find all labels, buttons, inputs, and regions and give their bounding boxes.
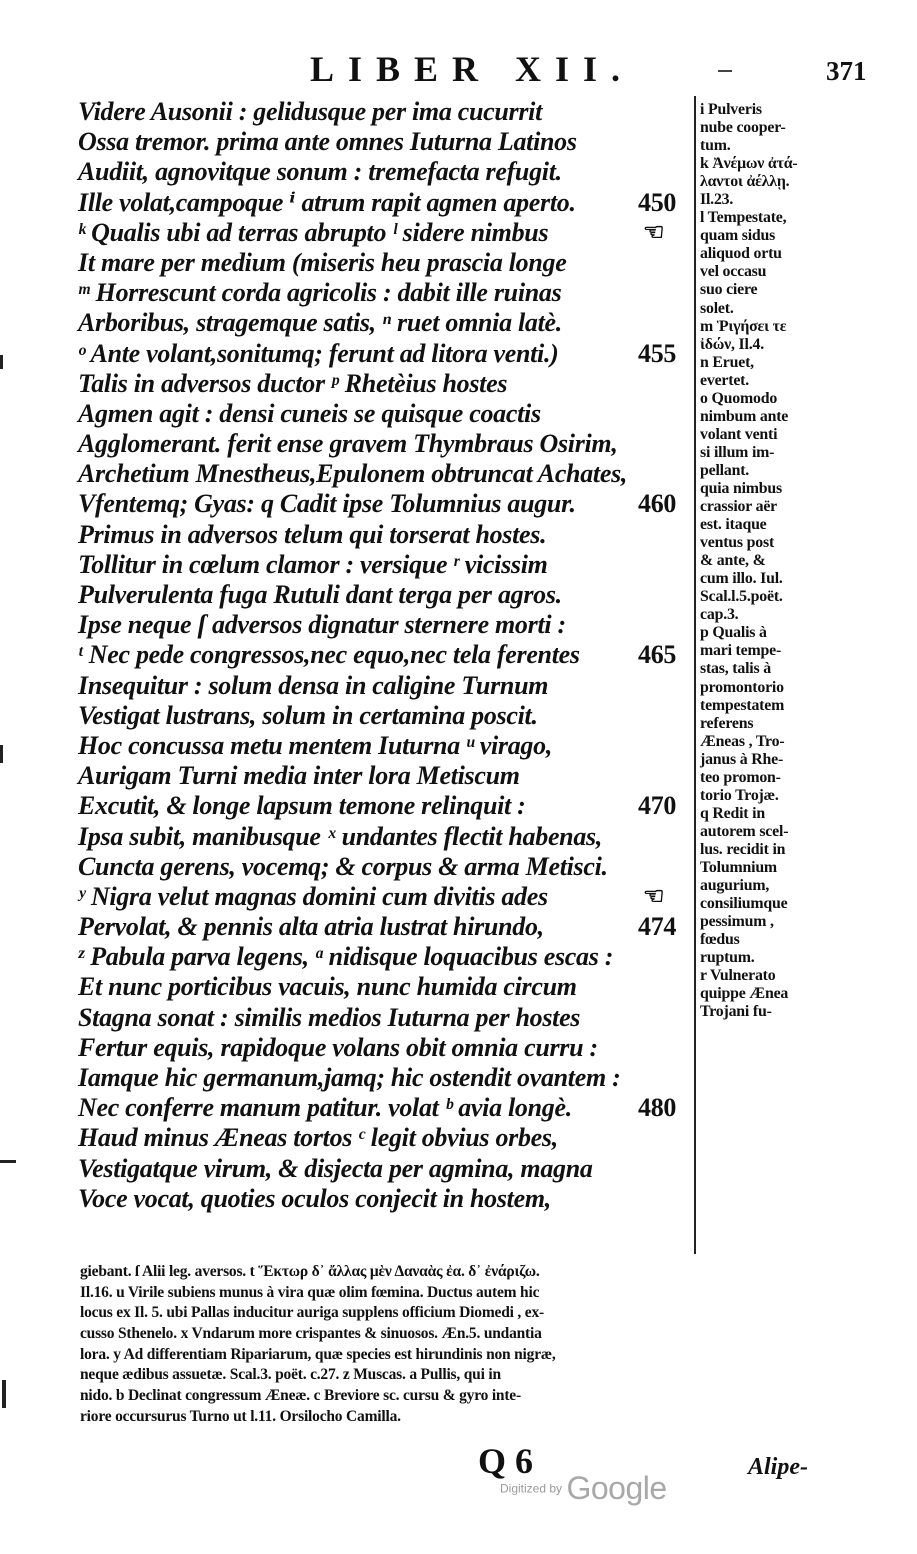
- verse-line: [78, 127, 698, 157]
- marginal-note-line: pellant.: [700, 461, 750, 479]
- marginal-note-line: nube cooper-: [700, 119, 786, 137]
- line-number: 465: [638, 640, 677, 670]
- scan-edge-mark: [0, 355, 3, 369]
- marginal-note-line: mari tempe-: [700, 642, 782, 660]
- verse-text: Audiit, agnovitque sonum : tremefacta refugit.: [78, 157, 562, 187]
- verse-text: Primus in adversos telum qui torserat hostes.: [78, 519, 547, 549]
- verse-line: [78, 1154, 698, 1184]
- marginal-note-line: i Pulveris: [700, 101, 762, 118]
- marginal-note-line: volant venti: [700, 425, 778, 443]
- marginal-note-line: ventus post: [700, 534, 775, 552]
- verse-line: [78, 1093, 698, 1123]
- verse-text: Ipsa subit, manibusque ˣ undantes flectit habenas,: [78, 821, 603, 851]
- verse-text: Iamque hic germanum,jamq; hic ostendit ovantem :: [78, 1063, 621, 1092]
- marginal-note-line: tum.: [700, 137, 731, 155]
- verse-line: [78, 489, 698, 519]
- footnotes: [80, 1262, 910, 1428]
- marginal-note-line: n Eruet,: [700, 353, 754, 371]
- marginal-note-line: teo promon-: [700, 768, 781, 786]
- verse-text: Vestigat lustrans, solum in certamina poscit.: [78, 700, 538, 730]
- marginal-note-line: vel occasu: [700, 263, 767, 281]
- marginal-note-line: stas, talis à: [700, 660, 771, 678]
- verse-line: [78, 852, 698, 882]
- verse-line: [78, 791, 698, 821]
- verse-text: Ossa tremor. prima ante omnes Iuturna Latinos: [78, 127, 577, 157]
- marginal-note-line: suo ciere: [700, 281, 758, 299]
- marginal-note-line: Tolumnium: [700, 858, 777, 876]
- line-number: 474: [638, 912, 677, 942]
- verse-text: Fertur equis, rapidoque volans obit omnia curru :: [78, 1032, 598, 1062]
- verse-line: [78, 761, 698, 791]
- verse-line: [78, 580, 698, 610]
- verse-line: [78, 339, 698, 369]
- marginal-note-line: augurium,: [700, 877, 770, 895]
- verse-line: [78, 912, 698, 942]
- verse-text: Videre Ausonii : gelidusque per ima cucurrit: [78, 97, 543, 126]
- verse-text: Nec conferre manum patitur. volat ᵇ avia longè.: [78, 1093, 572, 1123]
- verse-line: [78, 97, 698, 127]
- line-number: 480: [638, 1093, 677, 1123]
- verse-text: Voce vocat, quoties oculos conjecit in hostem,: [78, 1183, 551, 1213]
- marginal-note-line: janus à Rhe-: [700, 750, 784, 768]
- footnote-line: Il.16. u Virile subiens munus à vira quæ olim fœmina. Ductus autem hic: [80, 1283, 540, 1301]
- verse-line: [78, 882, 698, 912]
- marginal-note-line: aliquod ortu: [700, 245, 782, 263]
- marginal-note-line: Scal.l.5.poët.: [700, 588, 783, 606]
- verse-text: Vestigatque virum, & disjecta per agmina, magna: [78, 1153, 593, 1183]
- verse-line: [78, 731, 698, 761]
- verse-text: ᵒ Ante volant,sonitumq; ferunt ad litora venti.): [78, 338, 559, 368]
- verse-text: ᶻ Pabula parva legens, ᵃ nidisque loquacibus escas :: [78, 942, 614, 972]
- verse-text: Tollitur in cœlum clamor : versique ʳ vicissim: [78, 549, 548, 579]
- footnote-line: nido. b Declinat congressum Æneæ. c Breviore sc. cursu & gyro inte-: [80, 1387, 521, 1405]
- verse-line: [78, 701, 698, 731]
- marginal-note-line: λαντοι ἀέλλῃ.: [700, 173, 790, 191]
- verse-text: Pulverulenta fuga Rutuli dant terga per agros.: [78, 580, 562, 609]
- marginal-note-line: o Quomodo: [700, 389, 778, 407]
- marginal-note-line: ruptum.: [700, 949, 755, 967]
- verse-line: [78, 157, 698, 187]
- google-logo: Google: [566, 1470, 667, 1506]
- verse-line: [78, 399, 698, 429]
- pointing-hand-icon: ☜: [643, 219, 665, 246]
- marginal-note-line: referens: [700, 714, 754, 732]
- line-number: 450: [638, 187, 677, 217]
- marginal-note-line: nimbum ante: [700, 407, 789, 425]
- footnote-line: giebant. ſ Alii leg. aversos. t Ἕκτωρ δ᾽ ἄλλας μὲν Δαναὰς ἐα. δ᾽ ἐνάριζω.: [80, 1263, 540, 1280]
- verse-line: [78, 972, 698, 1002]
- scan-edge-mark: [0, 745, 3, 763]
- marginal-note-line: quia nimbus: [700, 479, 783, 497]
- marginal-note-line: cap.3.: [700, 606, 739, 624]
- marginal-note-line: Æneas , Tro-: [700, 732, 785, 750]
- verse-text: Cuncta gerens, vocemq; & corpus & arma Metisci.: [78, 851, 608, 881]
- pointing-hand-icon: ☜: [643, 883, 665, 910]
- verse-line: [78, 942, 698, 972]
- verse-line: [78, 278, 698, 308]
- column-rule: [694, 96, 696, 1254]
- verse-text: Hoc concussa metu mentem Iuturna ᵘ virago,: [78, 730, 553, 760]
- verse-line: [78, 1033, 698, 1063]
- verse-text: ᵐ Horrescunt corda agricolis : dabit ille ruinas: [78, 278, 562, 308]
- verse-line: [78, 520, 698, 550]
- marginal-note-line: k Ἀνέμων ἀτά-: [700, 155, 798, 173]
- verse-text: Haud minus Æneas tortos ᶜ legit obvius orbes,: [78, 1123, 558, 1153]
- marginal-note-line: lus. recidit in: [700, 840, 786, 858]
- footnote-line: cusso Sthenelo. x Vndarum more crispantes & sinuosos. Æn.5. undantia: [80, 1325, 542, 1343]
- verse-line: [78, 1063, 698, 1093]
- verse-line: [78, 218, 698, 248]
- verse-text: Et nunc porticibus vacuis, nunc humida circum: [78, 972, 577, 1002]
- marginal-note-line: Trojani fu-: [700, 1003, 772, 1021]
- verse-text: Arboribus, stragemque satis, ⁿ ruet omnia latè.: [78, 308, 562, 338]
- verse-line: [78, 369, 698, 399]
- verse-text: Agmen agit : densi cuneis se quisque coactis: [78, 398, 541, 428]
- marginal-note-line: est. itaque: [700, 516, 767, 534]
- verse-text: Excutit, & longe lapsum temone relinquit :: [78, 791, 526, 821]
- scan-edge-mark: [2, 1380, 6, 1408]
- marginal-note-line: tempestatem: [700, 696, 785, 714]
- marginal-note-line: Il.23.: [700, 191, 734, 209]
- marginal-note-line: l Tempestate,: [700, 209, 787, 227]
- verse-text: Agglomerant. ferit ense gravem Thymbraus Osirim,: [78, 429, 618, 459]
- digitized-watermark: [500, 1470, 667, 1507]
- page-header: [0, 48, 917, 88]
- verse-text: Ipse neque ſ adversos dignatur sternere morti :: [78, 610, 566, 640]
- marginal-note-line: m Ῥιγήσει τε: [700, 317, 787, 335]
- verse-line: [78, 550, 698, 580]
- marginal-note-line: consiliumque: [700, 895, 788, 913]
- verse-text: Insequitur : solum densa in caligine Turnum: [78, 670, 549, 700]
- line-number: 460: [638, 489, 677, 519]
- header-dash: [718, 70, 732, 72]
- marginal-note-line: solet.: [700, 299, 734, 317]
- marginal-note-line: quam sidus: [700, 227, 776, 245]
- verse-text: Talis in adversos ductor ᵖ Rhetèius hostes: [78, 368, 508, 398]
- verse-line: [78, 429, 698, 459]
- verse-text: ʸ Nigra velut magnas domini cum divitis ades: [78, 881, 548, 911]
- verse-line: [78, 1184, 698, 1214]
- marginal-note-line: & ante, &: [700, 552, 766, 570]
- footnote-line: neque ædibus assuetæ. Scal.3. poët. c.27. z Muscas. a Pullis, qui in: [80, 1366, 501, 1384]
- footnote-line: riore occursurus Turno ut l.11. Orsilocho Camilla.: [80, 1407, 401, 1425]
- marginal-note-line: evertet.: [700, 371, 750, 389]
- footnote-line: locus ex Il. 5. ubi Pallas inducitur auriga supplens officium Diomedi , ex-: [80, 1304, 544, 1322]
- marginal-note-line: fœdus: [700, 931, 740, 949]
- verse-text: ᵏ Qualis ubi ad terras abrupto ˡ sidere nimbus: [78, 217, 549, 247]
- verse-text: It mare per medium (miseris heu prascia longe: [78, 247, 567, 277]
- verse-text: Ille volat,campoque ⁱ atrum rapit agmen aperto.: [78, 187, 576, 217]
- verse-line: [78, 188, 698, 218]
- scan-edge-mark: [0, 1160, 16, 1163]
- marginal-note-line: q Redit in: [700, 804, 765, 822]
- verse-text: Vfentemq; Gyas: q Cadit ipse Tolumnius augur.: [78, 489, 576, 519]
- catchword: Alipe-: [748, 1454, 808, 1480]
- marginal-note-line: autorem scel-: [700, 822, 789, 840]
- line-number: 455: [638, 338, 677, 368]
- verse-column: [78, 97, 698, 1214]
- marginal-note-line: si illum im-: [700, 443, 775, 461]
- verse-text: Aurigam Turni media inter lora Metiscum: [78, 761, 520, 791]
- signature-mark: Q 6: [478, 1441, 534, 1481]
- verse-line: [78, 640, 698, 670]
- marginal-note-line: torio Trojæ.: [700, 786, 779, 804]
- marginal-note-line: cum illo. Iul.: [700, 570, 783, 588]
- verse-line: [78, 610, 698, 640]
- verse-text: Archetium Mnestheus,Epulonem obtruncat Achates,: [78, 459, 628, 489]
- verse-line: [78, 459, 698, 489]
- line-number: 470: [638, 791, 677, 821]
- marginal-notes: [700, 101, 914, 1021]
- verse-text: Stagna sonat : similis medios Iuturna per hostes: [78, 1002, 581, 1032]
- verse-text: ᵗ Nec pede congressos,nec equo,nec tela ferentes: [78, 640, 580, 670]
- marginal-note-line: r Vulnerato: [700, 967, 776, 985]
- verse-line: [78, 308, 698, 338]
- marginal-note-line: promontorio: [700, 678, 784, 696]
- digitized-by-text: Digitized by: [500, 1481, 563, 1496]
- marginal-note-line: quippe Ænea: [700, 985, 789, 1003]
- verse-line: [78, 1003, 698, 1033]
- page-number: 371: [826, 56, 867, 86]
- verse-line: [78, 671, 698, 701]
- footnote-line: lora. y Ad differentiam Ripariarum, quæ species est hirundinis non nigræ,: [80, 1345, 556, 1363]
- marginal-note-line: p Qualis à: [700, 624, 767, 642]
- verse-line: [78, 822, 698, 852]
- running-title: LIBER XII.: [310, 49, 635, 89]
- verse-text: Pervolat, & pennis alta atria lustrat hirundo,: [78, 912, 544, 942]
- marginal-note-line: pessimum ,: [700, 913, 774, 931]
- marginal-note-line: ἰδών, Il.4.: [700, 335, 765, 353]
- verse-line: [78, 1123, 698, 1153]
- marginal-note-line: crassior aër: [700, 498, 778, 516]
- verse-line: [78, 248, 698, 278]
